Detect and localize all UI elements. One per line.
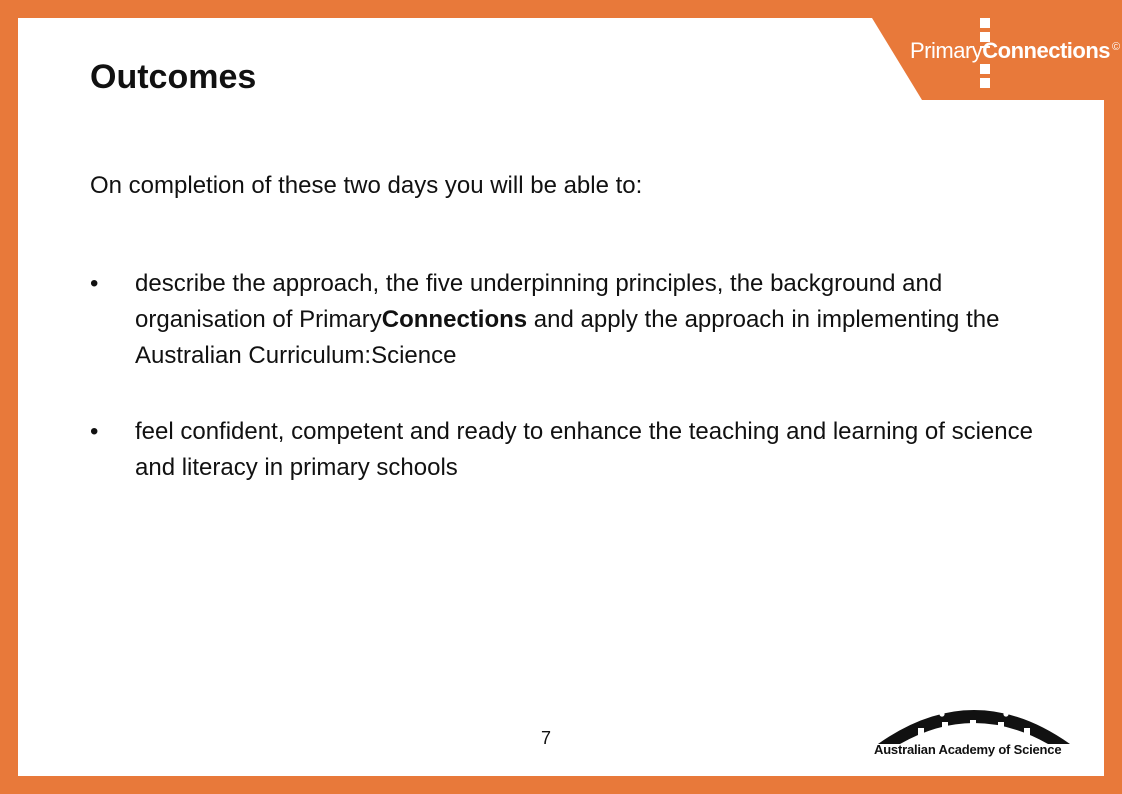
brand-primary: Primary bbox=[910, 38, 983, 63]
outcome-text-after: and apply the approach in implementing the Australian Curriculum:Science bbox=[135, 306, 1000, 369]
outcome-list bbox=[90, 266, 1050, 526]
academy-dome-icon bbox=[872, 688, 1076, 746]
slide-title: Outcomes bbox=[90, 58, 257, 96]
slide-intro: On completion of these two days you will be able to: bbox=[90, 172, 643, 199]
outcome-item bbox=[90, 266, 1050, 374]
outcome-text: feel confident, competent and ready to enhance the teaching and learning of science and literacy in primary schools bbox=[135, 418, 1033, 481]
outcome-bold: Connections bbox=[381, 306, 528, 333]
academy-name: Australian Academy of Science bbox=[874, 742, 1062, 757]
bullet-icon: • bbox=[90, 270, 99, 297]
bullet-icon: • bbox=[90, 418, 99, 445]
primary-connections-logo bbox=[910, 38, 1120, 64]
brand-copyright: © bbox=[1112, 40, 1120, 53]
outcome-text: describe the approach, the five underpinning principles, the background and organisation of Primary bbox=[135, 270, 943, 333]
page-number: 7 bbox=[541, 728, 552, 748]
brand-connections: Connections bbox=[982, 38, 1111, 63]
outcome-item bbox=[90, 414, 1050, 486]
